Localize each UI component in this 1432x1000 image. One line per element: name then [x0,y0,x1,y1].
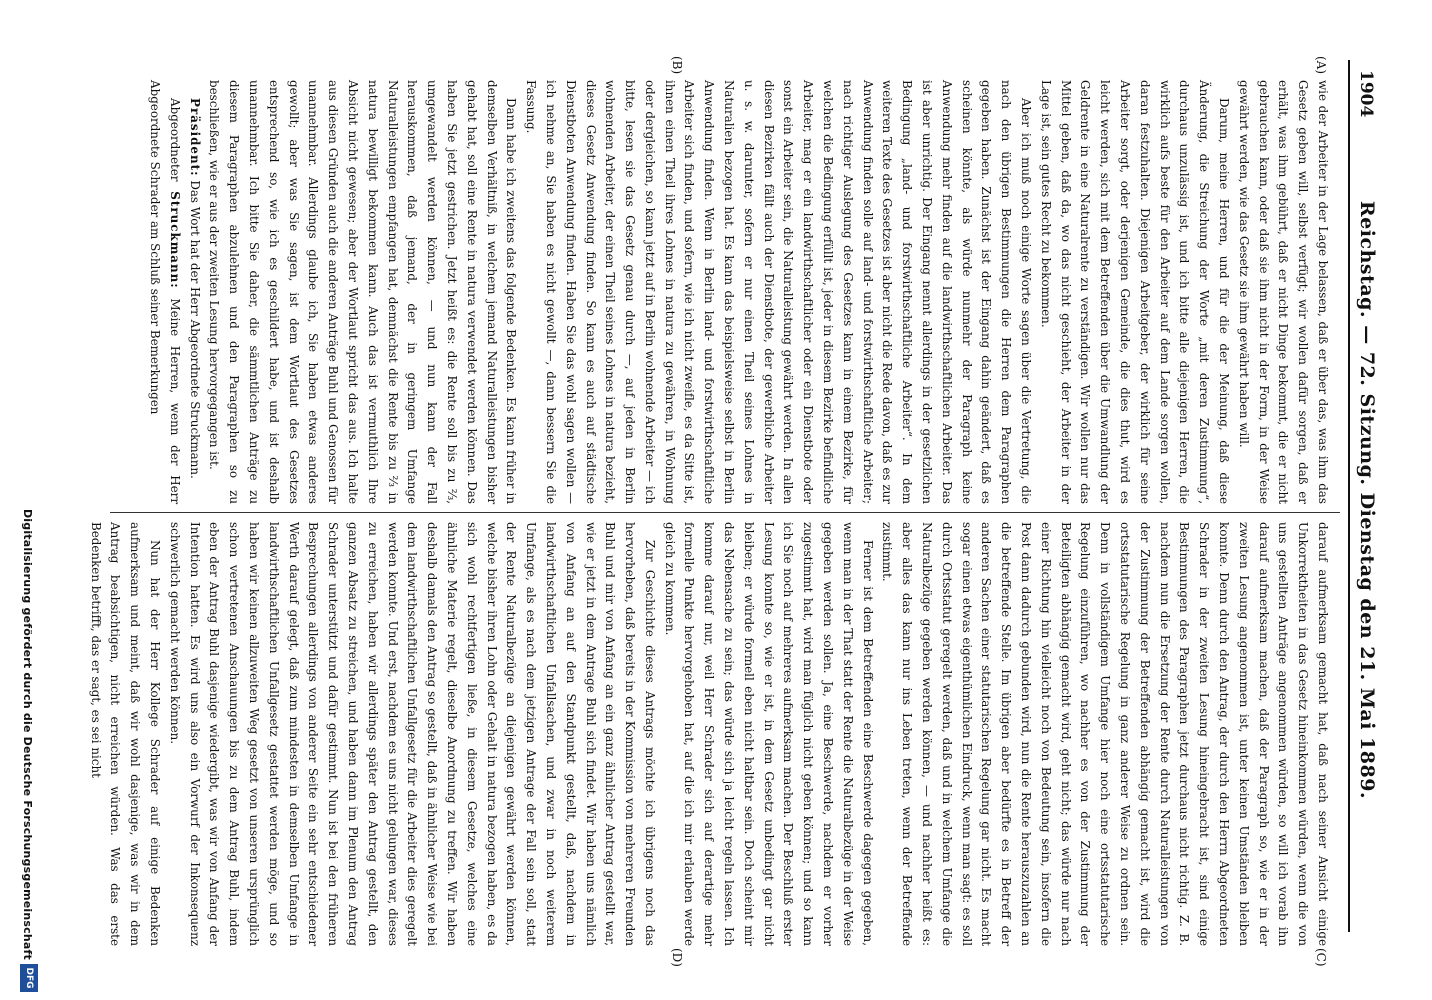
page-number: 1904 [1356,70,1376,118]
page-header [1350,0,1380,1000]
paragraph: Ferner ist dem Betreffenden eine Beschwerde dagegen gegeben, wenn man in der That statt der Rente die Naturalbezüge in der Weise gegeben werden sollen. Ja, eine Beschwerde, nachdem er vorher zugestimmt hat, wird man füglich nicht geben können; und so kann ich Sie noch auf mehreres aufmerksam machen. Der Beschluß erster Lesung konnte so, wie er ist, in dem Gesetz unbedingt gar nicht bleiben; er würde formell eben nicht haltbar sein. Doch scheint mir das Nebensache zu sein; das würde sich ja leicht regeln lassen. Ich komme darauf nur, weil Herr Schrader sich auf derartige mehr formelle Punkte hervorgehoben hat, auf die ich mir erlauben werde gleich zu kommen. [662,522,875,946]
paragraph: Darum, meine Herren, und für die der Meinung, daß diese Änderung, die Streichung der Worte „mit deren Zustimmung“, durchaus unzulässig ist, und ich bitte alle diejenigen Herren, die wirklich aufs beste für den Arbeiter auf dem Lande sorgen wollen, daran festzuhalten. Diejenigen Arbeitgeber, der wirklich für seine Arbeiter sorgt, oder derjenigen Gemeinde, die dies thut, wird es leicht werden, sich mit dem Betreffenden über die Umwandlung der Geldrente in eine Naturalrente zu verständigen. Wir wollen nur das Mittel geben, daß da, wo das nicht geschieht, der Arbeiter in der Lage ist, sein gutes Recht zu bekommen. [1038,80,1232,504]
margin-label-d: (D) [670,948,684,967]
right-column [88,522,1332,946]
paragraph: wie der Arbeiter in der Lage belassen, daß er über das, was ihm das Gesetz geben will, selbst verfügt; wir wollen dafür sorgen, daß er erhält, was ihm gebührt, daß er nicht Dinge bekommt, die er nicht gebrauchen kann, oder daß sie ihm nicht in der Form, in der Weise gewährt werden, wie das Gesetz sie ihm gewährt haben will. [1236,80,1330,504]
left-column [122,80,1332,504]
president-statement [184,80,204,504]
paragraph: darauf aufmerksam gemacht hat, daß nach seiner Ansicht einige Unkorrektheiten in das Gesetz hineinkommen würden, wenn die von uns gestellten Anträge angenommen würden, so will ich vorab ihn darauf aufmerksam machen, daß der Paragraph so, wie er in der zweiten Lesung angenommen ist, unter keinen Umständen bleiben konnte. Denn durch den Antrag, der durch den Herrn Abgeordneten Schrader in der zweiten Lesung hineingebracht ist, sind einige Bestimmungen des Paragraphen jetzt durchaus nicht richtig. Z. B. nachdem nun die Ersetzung der Rente durch Naturalleistungen von der Zustimmung der Betreffenden abhängig gemacht ist, wird die ortsstatutarische Regelung in ganz anderer Weise zu ordnen sein. Denn in vollständigem Umfange hier noch eine ortsstatutarische Regelung einzuführen, wo nachher es von der Zustimmung der Beteiligten abhängig gemacht wird, geht nicht; das würde nur nach einer Richtung hin vielleicht noch von Bedeutung sein, insofern die Post dann dadurch gebunden wird, nun die Rente herauszuzahlen an die betreffende Stelle. Im übrigen aber bedürfte es in Betreff der anderen Sachen einer statutarischen Regelung gar nicht. Es macht sogar einen etwas eigenthümlichen Eindruck, wenn man sagt: es soll durch Ortsstatut geregelt werden, daß und in welchem Umfange die Naturalbezüge gegeben werden können, — und nachher heißt es: aber alles das kann nur ins Leben treten, wenn der Betreffende zustimmt. [880,522,1330,946]
margin-label-a: (A) [1314,56,1328,75]
digitization-credit: Digitalisierung gefördert durch die Deutsche Forschungsgemeinschaft [21,508,34,960]
page-footer [12,0,42,1000]
paragraph: Dann habe ich zweitens das folgende Bedenken. Es kann früher in demselben Verhältniß, in welchem jemand Naturalleistungen bisher gehabt hat, soll eine Rente in natura verwendet werden können. Das haben Sie jetzt gestrichen. Jetzt heißt es: die Rente soll bis zu ⅔, umgewandelt werden können, — und nun kann der Fall herauskommen, daß jemand, der in geringem Umfange Naturalleistungen empfangen hat, demnächst die Rente bis zu ⅔ in natura bewilligt bekommen kann. Auch das ist vermuthlich Ihre Absicht nicht gewesen; aber der Wortlaut spricht das aus. Ich halte aus diesen Gründen auch die anderen Anträge Buhl und Genossen für unannehmbar. Allerdings glaube ich, Sie haben etwas anderes gewollt; aber was Sie sagen, ist dem Wortlaut des Gesetzes entsprechend so, wie ich es geschildert habe, und ist deshalb unannehmbar. Ich bitte Sie daher, die sämmtlichen Anträge zu diesem Paragraphen abzulehnen und den Paragraphen so zu beschließen, wie er aus der zweiten Lesung hervorgegangen ist. [207,80,519,504]
margin-label-b: (B) [670,56,684,75]
column-divider [110,512,1340,513]
paragraph: Zur Geschichte dieses Antrags möchte ich übrigens noch das hervorheben, daß bereits in der Kommission von mehreren Freunden Buhl und mir von Anfang an ein ganz ähnlicher Antrag gestellt war, wie er jetzt in dem Antrage Buhl sich findet. Wir haben uns nämlich von Anfang an auf den Standpunkt gestellt, daß, nachdem in landwirthschaftlichen Unfallsachen, und zwar in noch weiterem Umfange, als es nach dem jetzigen Antrage der Fall sein soll, statt der Rente Naturalbezüge an diejenigen gewährt werden können, welche bisher ihren Lohn oder Gehalt in natura bezogen haben, es da sich wohl rechtfertigen ließe, in diesem Gesetze, welches eine ähnliche Materie regelt, dieselbe Anordnung zu treffen. Wir haben deshalb damals den Antrag so gestellt, daß in ähnlicher Weise wie bei dem landwirthschaftlichen Unfallgesetz für die Arbeiter dies geregelt werden konnte. Und erst, nachdem es uns nicht gelungen war, dieses zu erreichen, haben wir allerdings später den Antrag gestellt, den ganzen Absatz zu streichen, und haben dann im Plenum den Antrag Schrader unterstützt und dafür gestimmt. Nun ist bei den früheren Besprechungen allerdings von anderer Seite ein sehr entschiedener Werth darauf gelegt, daß zum mindesten in demselben Umfange in landwirthschaftlichen Unfallgesetz gestattet werden möge, und so haben wir keinen allzuweiten Weg gesetzt von unseren ursprünglich schon vertretenen Anschauungen bis zu dem Antrag Buhl, indem eben der Antrag Buhl dasjenige wiedergibt, was wir von Anfang der Intention hatten. Es wird uns also ein Vorwurf der Inkonsequenz schwerlich gemacht werden können. [167,522,657,946]
page-title: Reichstag. — 72. Sitzung. Dienstag den 21. Mai 1889. [1356,200,1378,800]
speaker-name: Präsident: [187,98,202,177]
margin-label-c: (C) [1314,948,1328,967]
struckmann-statement [144,80,184,504]
speaker-name: Struckmann: [167,191,182,289]
speech-text: Meine Herren, wenn der Herr Abgeordnete Schrader am Schluß seiner Bemerkungen [147,80,182,505]
dfg-logo: DFG [20,964,38,992]
speaker-role: Abgeordneter [167,98,182,182]
paragraph: Nun hat der Herr Kollege Schrader auf einige Bedenken aufmerksam und meint, daß wir wohl dasjenige, was wir in dem Antrag beabsichtigen, nicht erreichen würden. Was das erste Bedenken betrifft, das er sagt, es sei nicht [88,522,162,946]
paragraph: Aber ich muß noch einige Worte sagen über die Vertretung, die nach den übrigen Bestimmungen die Herren dem Paragraphen gegeben haben. Zunächst ist der Eingang dahin geändert, daß es scheinen könnte, als würde nunmehr der Paragraph keine Anwendung mehr finden auf die landwirthschaftlichen Arbeiter. Das ist aber unrichtig. Der Eingang nennt allerdings in der gesetzlichen Bedingung „land- und forstwirthschaftliche Arbeiter“. In dem weiteren Texte des Gesetzes ist aber nicht die Rede davon, daß es zur Anwendung finden solle auf land- und forstwirthschaftliche Arbeiter; nach richtiger Auslegung des Gesetzes kann in einem Bezirke, für welchen die Bedingung erfüllt ist, jeder in diesem Bezirke befindliche Arbeiter, mag er ein landwirthschaftlicher oder ein Dienstbote oder sonst ein Arbeiter sein, die Naturalleistung gewährt werden. In allen diesen Bezirken fällt auch der Dienstbote, der gewerbliche Arbeiter u. s. w. darunter, sofern er nur einen Theil seines Lohnes in Naturalien bezogen hat. Es kann das beispielsweise selbst in Berlin Anwendung finden. Wenn in Berlin land- und forstwirthschaftliche Arbeiter sich finden, und sofern, wie ich nicht zweifle, es da Sitte ist, ihnen einen Theil ihres Lohnes in natura zu gewähren, in Wohnung oder dergleichen, so kann jetzt auf in Berlin wohnende Arbeiter — ich bitte, lesen sie das Gesetz genau durch —, auf jeden in Berlin wohnenden Arbeiter, der einen Theil seines Lohnes in natura bezieht, dieses Gesetz Anwendung finden. So kann es auch auf städtische Dienstboten Anwendung finden. Haben Sie das wohl sagen wollen — ich nehme an, Sie haben es nicht gewollt —, dann bessern Sie die Fassung. [524,80,1034,504]
speech-text: Das Wort hat der Herr Abgeordnete Struckmann. [187,180,202,479]
header-rule [1348,60,1350,932]
